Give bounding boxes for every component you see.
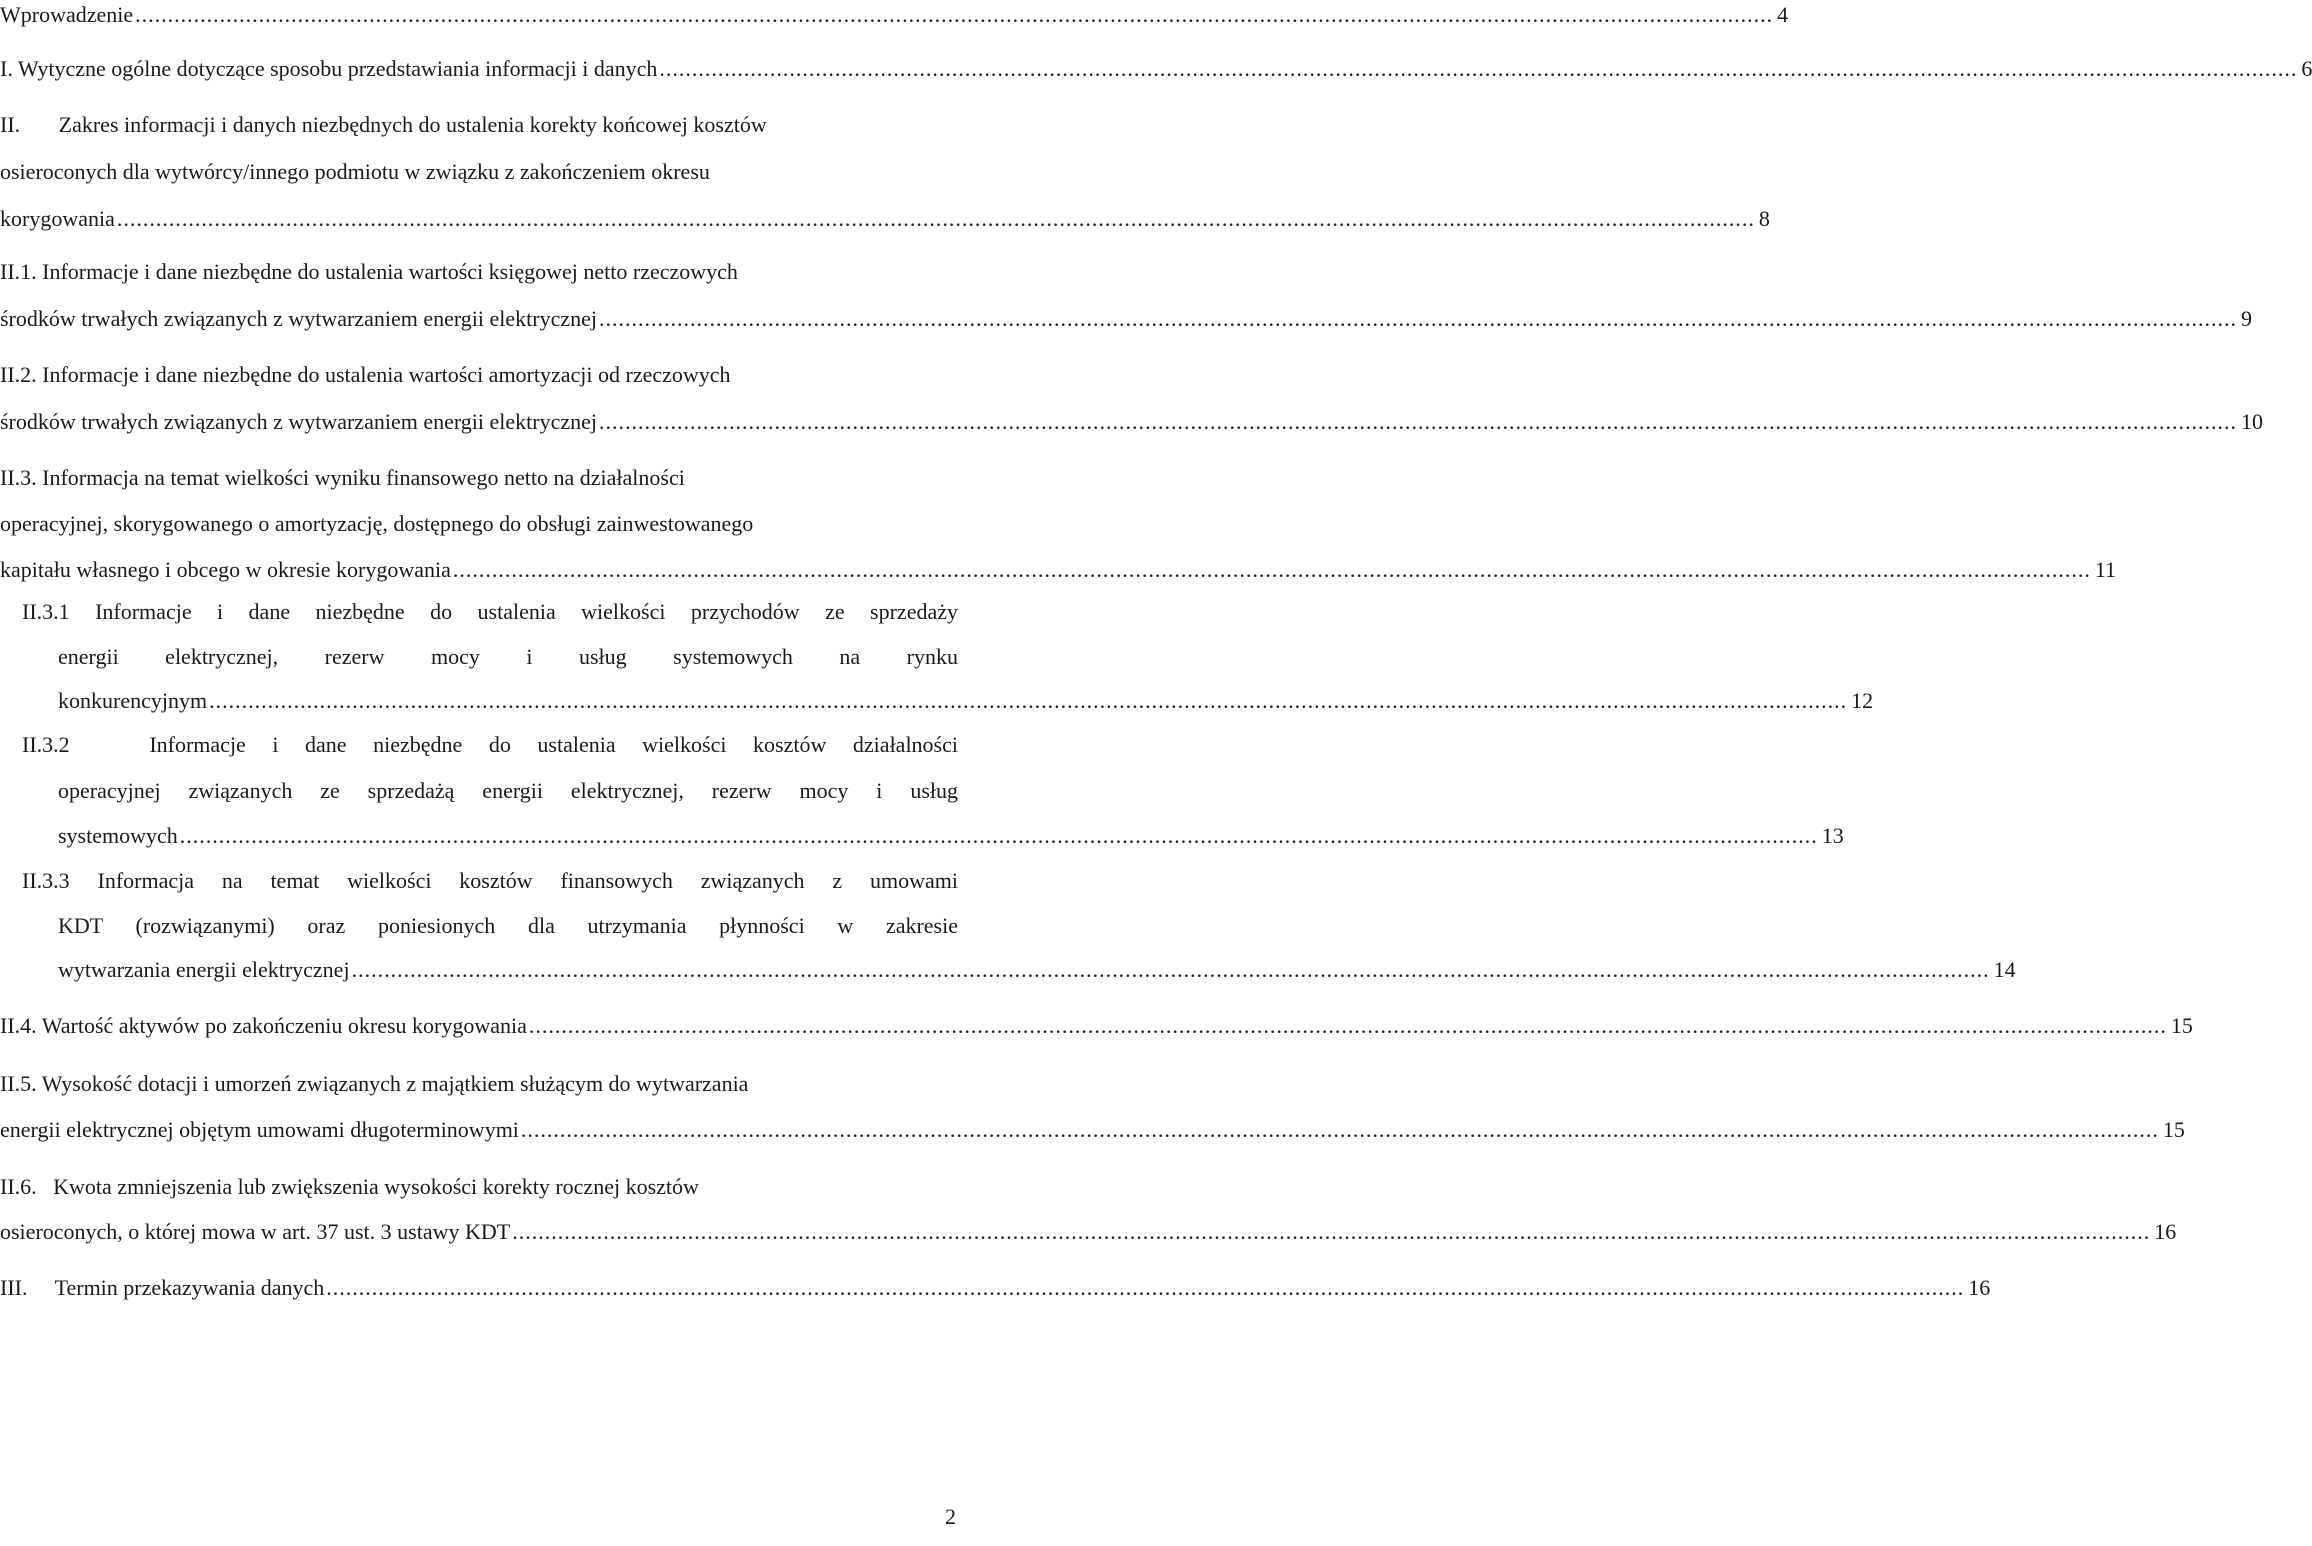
dot-leader: ............................................................................................................................................................................................................................................................ (452, 557, 2091, 582)
toc-page-number: 16 (2154, 1219, 2177, 1244)
toc-entry-title: III. Termin przekazywania danych (0, 1275, 325, 1300)
toc-entry-line (58, 955, 2016, 985)
toc-entry-line (0, 1273, 1991, 1303)
toc-entry-line (0, 0, 1789, 30)
toc-page-number: 8 (1758, 206, 1770, 231)
toc-page-number: 12 (1851, 688, 1874, 713)
dot-leader: ............................................................................................................................................................................................................................................................ (209, 688, 1848, 713)
toc-entry-line (0, 1217, 2177, 1247)
dot-leader: ............................................................................................................................................................................................................................................................ (599, 306, 2237, 331)
toc-entry-title: I. Wytyczne ogólne dotyczące sposobu przedstawiania informacji i danych (0, 56, 658, 81)
toc-entry-title: wytwarzania energii elektrycznej (58, 957, 350, 982)
toc-entry-line (58, 686, 1874, 716)
toc-entry-line: energii elektrycznej, rezerw mocy i usług systemowych na rynku (58, 644, 958, 669)
toc-entry-line: osieroconych dla wytwórcy/innego podmiotu w związku z zakończeniem okresu (0, 159, 710, 184)
toc-entry-title: systemowych (58, 823, 178, 848)
toc-page-number: 13 (1821, 823, 1844, 848)
toc-entry-line (0, 304, 2252, 334)
toc-entry-line: II.1. Informacje i dane niezbędne do ustalenia wartości księgowej netto rzeczowych (0, 259, 738, 284)
toc-entry-title: Wprowadzenie (0, 2, 134, 27)
toc-entry-line: II.3.1 Informacje i dane niezbędne do ustalenia wielkości przychodów ze sprzedaży (22, 599, 958, 624)
toc-entry-line: II.6. Kwota zmniejszenia lub zwiększenia wysokości korekty rocznej kosztów (0, 1174, 699, 1199)
dot-leader: ............................................................................................................................................................................................................................................................ (528, 1013, 2167, 1038)
toc-entry-line (0, 1011, 2193, 1041)
dot-leader: ............................................................................................................................................................................................................................................................ (659, 56, 2298, 81)
dot-leader: ............................................................................................................................................................................................................................................................ (520, 1117, 2159, 1142)
toc-entry-title: korygowania (0, 206, 115, 231)
toc-entry-line (0, 555, 2117, 585)
toc-entry-title: środków trwałych związanych z wytwarzaniem energii elektrycznej (0, 409, 597, 434)
toc-entry-line: KDT (rozwiązanymi) oraz poniesionych dla utrzymania płynności w zakresie (58, 913, 958, 938)
toc-page-number: 14 (1993, 957, 2016, 982)
toc-entry-line (0, 204, 1770, 234)
toc-entry-line: II. Zakres informacji i danych niezbędnych do ustalenia korekty końcowej kosztów (0, 112, 767, 137)
toc-entry-title: środków trwałych związanych z wytwarzaniem energii elektrycznej (0, 306, 597, 331)
toc-page-number: 15 (2170, 1013, 2193, 1038)
toc-entry-line: II.3.3 Informacja na temat wielkości kosztów finansowych związanych z umowami (22, 868, 958, 893)
toc-page-number: 10 (2241, 409, 2263, 434)
toc-page-number: 9 (2241, 306, 2252, 331)
toc-entry-line: II.3.2 Informacje i dane niezbędne do ustalenia wielkości kosztów działalności (22, 732, 958, 757)
toc-entry-line: operacyjnej związanych ze sprzedażą energii elektrycznej, rezerw mocy i usług (58, 778, 958, 803)
toc-entry-line: II.2. Informacje i dane niezbędne do ustalenia wartości amortyzacji od rzeczowych (0, 362, 731, 387)
dot-leader: ............................................................................................................................................................................................................................................................ (326, 1275, 1965, 1300)
toc-entry-title: konkurencyjnym (58, 688, 208, 713)
dot-leader: ............................................................................................................................................................................................................................................................ (179, 823, 1818, 848)
toc-page-number: 16 (1968, 1275, 1991, 1300)
toc-entry-line: II.3. Informacja na temat wielkości wyniku finansowego netto na działalności (0, 465, 685, 490)
toc-entry-line (0, 407, 2263, 437)
toc-page-number: 6 (2301, 56, 2312, 81)
dot-leader: ............................................................................................................................................................................................................................................................ (599, 409, 2237, 434)
toc-entry-line (0, 54, 2312, 84)
toc-entry-title: II.4. Wartość aktywów po zakończeniu okresu korygowania (0, 1013, 527, 1038)
toc-entry-title: osieroconych, o której mowa w art. 37 ust. 3 ustawy KDT (0, 1219, 511, 1244)
toc-page-number: 4 (1777, 2, 1789, 27)
dot-leader: ............................................................................................................................................................................................................................................................ (116, 206, 1755, 231)
toc-entry-line: operacyjnej, skorygowanego o amortyzację, dostępnego do obsługi zainwestowanego (0, 511, 754, 536)
toc-entry-line: II.5. Wysokość dotacji i umorzeń związanych z majątkiem służącym do wytwarzania (0, 1071, 749, 1096)
dot-leader: ............................................................................................................................................................................................................................................................ (512, 1219, 2151, 1244)
toc-page-number: 11 (2094, 557, 2117, 582)
dot-leader: ............................................................................................................................................................................................................................................................ (135, 2, 1774, 27)
toc-entry-title: energii elektrycznej objętym umowami długoterminowymi (0, 1117, 519, 1142)
toc-page-number: 15 (2162, 1117, 2185, 1142)
toc-entry-line (0, 1115, 2185, 1145)
toc-entry-line (58, 821, 1844, 851)
page-number: 2 (945, 1504, 956, 1529)
toc-entry-title: kapitału własnego i obcego w okresie korygowania (0, 557, 451, 582)
dot-leader: ............................................................................................................................................................................................................................................................ (351, 957, 1990, 982)
